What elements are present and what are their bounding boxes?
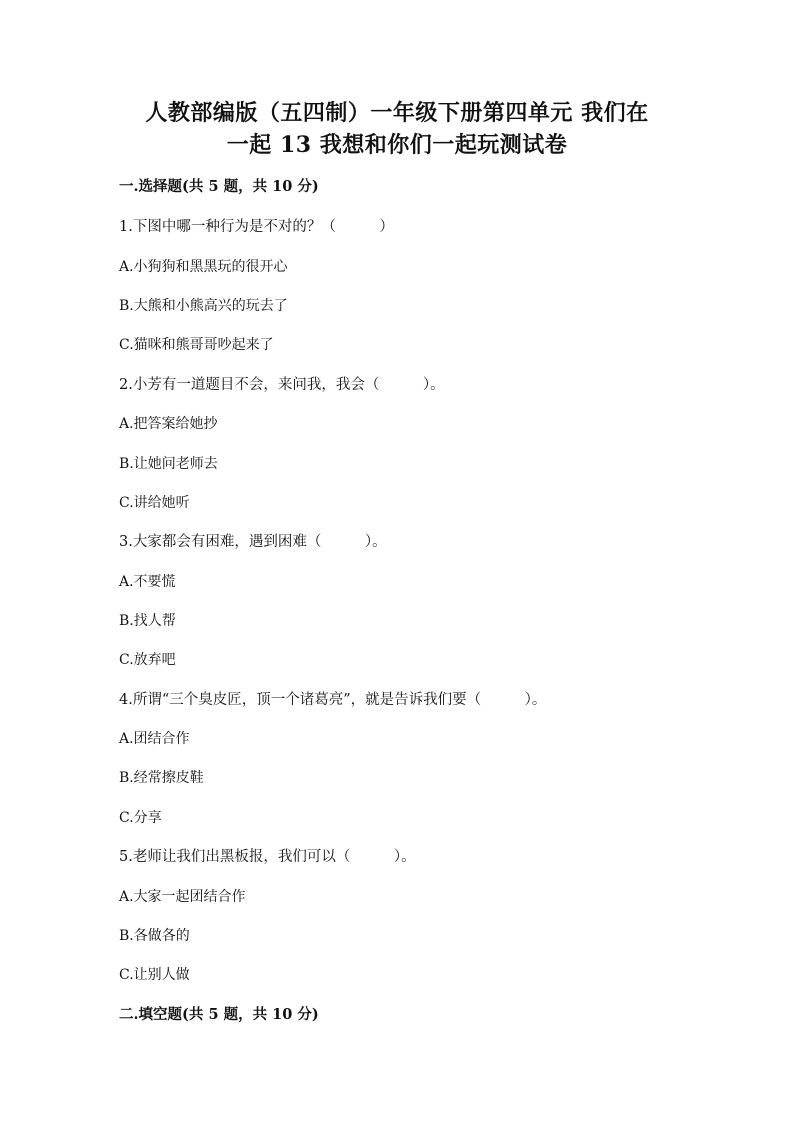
question-4-option-a: A.团结合作	[119, 731, 190, 747]
question-2-option-b: B.让她问老师去	[119, 456, 218, 472]
question-1-stem: 1.下图中哪一种行为是不对的？（ ）	[119, 219, 394, 235]
question-1-option-c: C.猫咪和熊哥哥吵起来了	[119, 337, 274, 353]
question-2-stem: 2.小芳有一道题目不会，来问我，我会（ ）。	[119, 377, 445, 393]
question-1-option-a: A.小狗狗和黑黑玩的很开心	[119, 259, 288, 275]
question-5-option-a: A.大家一起团结合作	[119, 889, 246, 905]
question-3-option-c: C.放弃吧	[119, 652, 176, 668]
question-5-option-b: B.各做各的	[119, 928, 190, 944]
question-5-stem: 5.老师让我们出黑板报，我们可以（ ）。	[119, 849, 416, 865]
question-2-option-a: A.把答案给她抄	[119, 416, 218, 432]
section-heading-fill-in: 二.填空题(共 5 题，共 10 分)	[119, 1006, 319, 1023]
question-2-option-c: C.讲给她听	[119, 495, 190, 511]
question-1-option-b: B.大熊和小熊高兴的玩去了	[119, 298, 288, 314]
question-4-option-c: C.分享	[119, 810, 162, 826]
question-3-option-a: A.不要慌	[119, 574, 176, 590]
page-title-line-2: 一起 13 我想和你们一起玩测试卷	[226, 132, 568, 158]
question-5-option-c: C.让别人做	[119, 967, 190, 983]
question-3-stem: 3.大家都会有困难，遇到困难（ ）。	[119, 534, 387, 550]
question-4-stem: 4.所谓“三个臭皮匠，顶一个诸葛亮”，就是告诉我们要（ ）。	[119, 692, 547, 708]
page-title-line-1: 人教部编版（五四制）一年级下册第四单元 我们在	[145, 100, 649, 126]
question-3-option-b: B.找人帮	[119, 613, 176, 629]
section-heading-choice: 一.选择题(共 5 题，共 10 分)	[119, 178, 319, 195]
question-4-option-b: B.经常擦皮鞋	[119, 770, 204, 786]
